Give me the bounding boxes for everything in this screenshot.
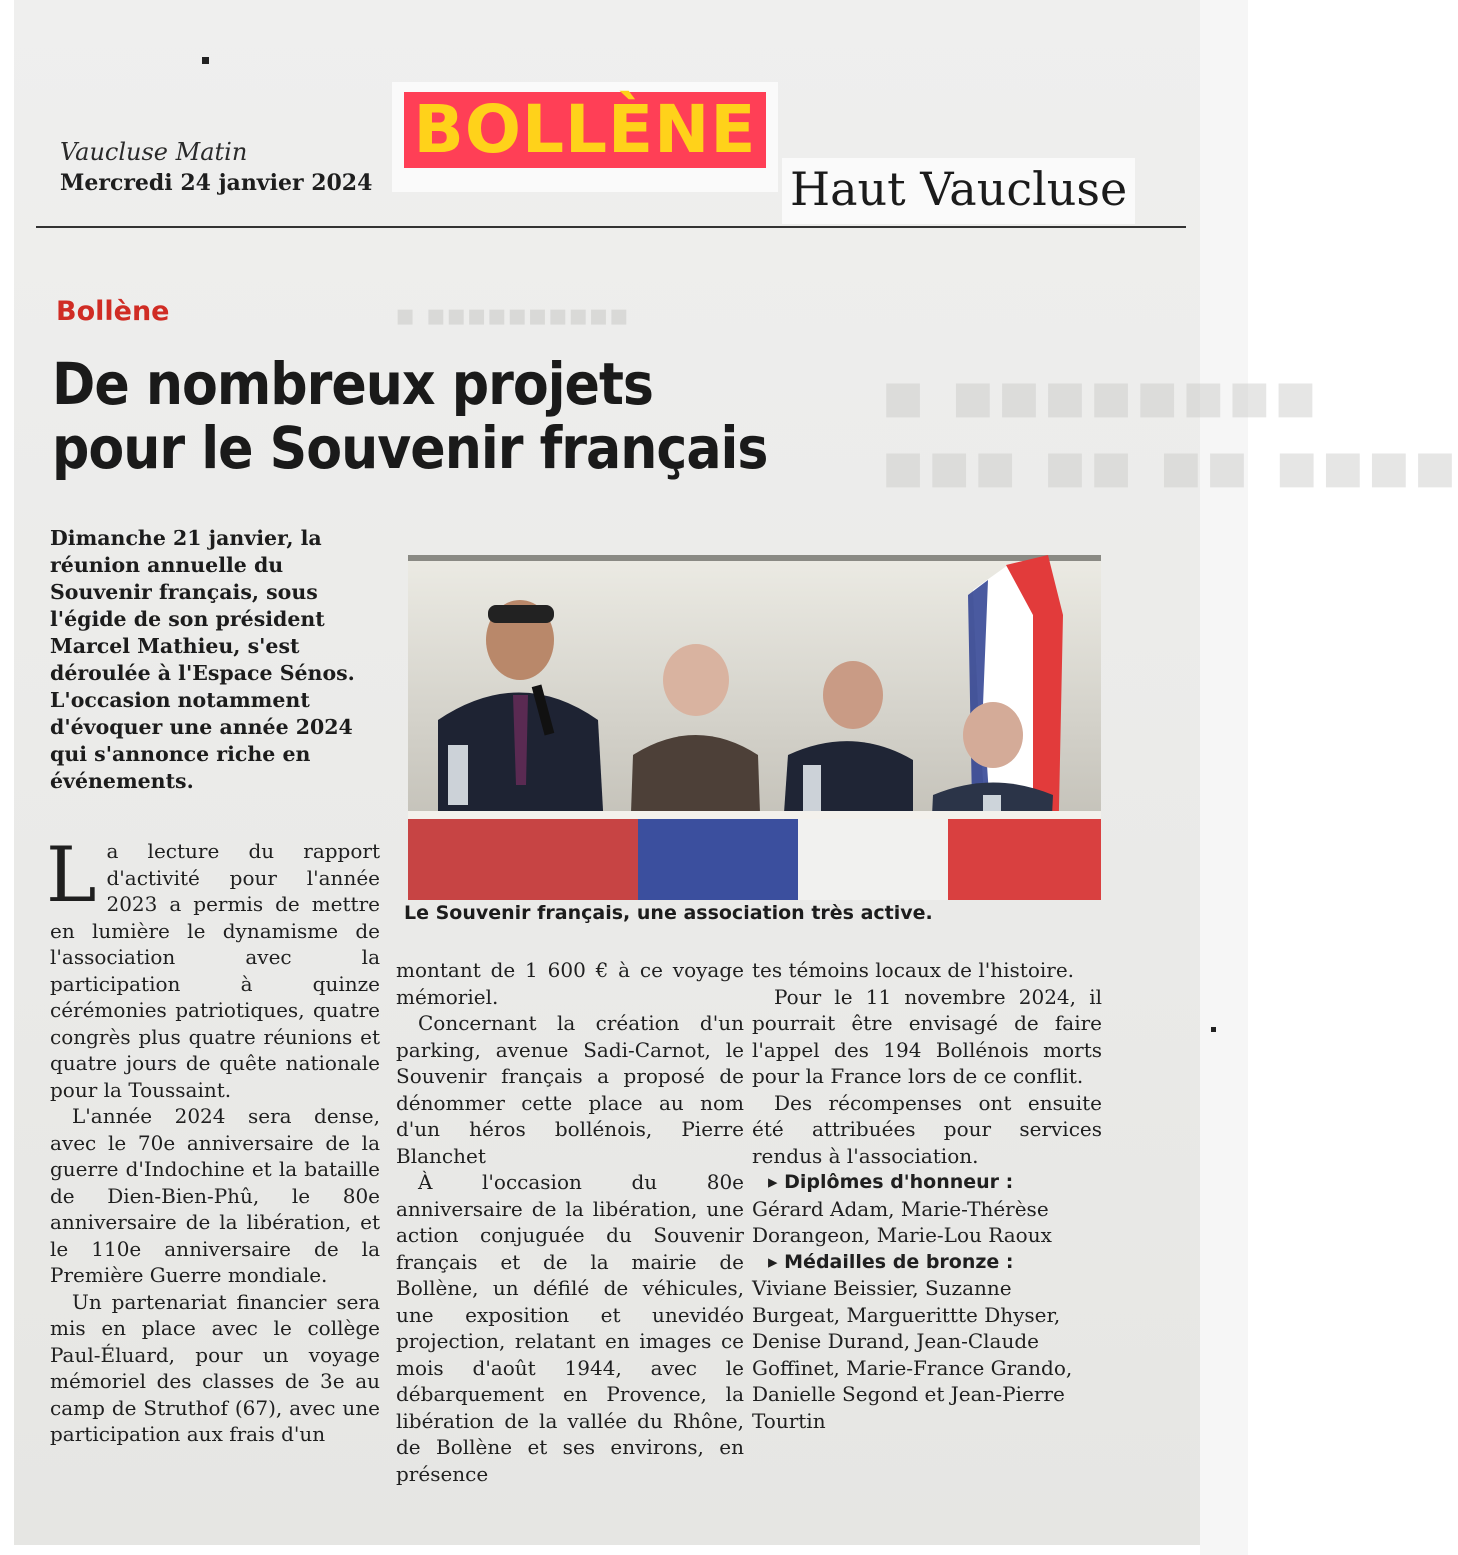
header-rule [36, 226, 1186, 228]
publication-name: Vaucluse Matin [60, 138, 248, 166]
scan-speck [202, 57, 209, 64]
publication-info [60, 138, 372, 196]
paragraph-1: La lecture du rapport d'activité pour l'année 2023 a permis de mettre en lumière le dynamisme de l'association avec la participation à quinze cérémonies patriotiques, quatre congrès plus quatre réunions et quatre jours de quête nationale pour la Toussaint. [46, 830, 380, 1102]
publication-date: Mercredi 24 janvier 2024 [60, 170, 373, 196]
headline-line-1: De nombreux projets [52, 350, 653, 418]
award-title-medailles: ▸ Médailles de bronze : [768, 1250, 1014, 1273]
city-banner-box [392, 82, 778, 192]
scan-speck [1211, 1027, 1216, 1032]
award-names-diplomes: Gérard Adam, Marie-Thérèse Dorangeon, Marie-Lou Raoux [752, 1196, 1052, 1247]
paragraph-6: À l'occasion du 80e anniversaire de la libération, une action conjuguée du Souvenir français et de la mairie de Bollène, un défilé de véhicules, une exposition et unevidéo projection, relatant en images ce mois d'août 1944, avec le débarquement en Provence, la libération de la vallée du Rhône, de Bollène et ses environs, en présence [396, 1170, 744, 1486]
headline-line-2: pour le Souvenir français [52, 414, 768, 482]
article-kicker: Bollène [56, 296, 170, 327]
paragraph-5: Concernant la création d'un parking, avenue Sadi-Carnot, le Souvenir français a proposé de dénommer cette place au nom d'un héros bollénois, Pierre Blanchet [396, 1011, 744, 1168]
article-headline [52, 352, 852, 480]
photo-caption: Le Souvenir français, une association très active. [404, 902, 933, 924]
drop-cap: L [46, 830, 97, 919]
paragraph-4: montant de 1 600 € à ce voyage mémoriel. [396, 958, 744, 1009]
bleed-through: ▪ ▪▪▪▪▪▪▪▪▪▪ [395, 298, 630, 333]
article-column-3 [752, 957, 1102, 1434]
city-banner: BOLLÈNE [404, 92, 766, 168]
bleed-through: ▪ ▪▪▪▪▪▪▪▪ [880, 355, 1319, 435]
article-photo [408, 555, 1101, 900]
paragraph-2: L'année 2024 sera dense, avec le 70e anniversaire de la guerre d'Indochine et la bataille de Dien-Bien-Phû, le 80e anniversaire de la libération, et le 110e anniversaire de la Première Guerre mondiale. [50, 1104, 380, 1287]
paragraph-7: tes témoins locaux de l'histoire. [752, 958, 1075, 982]
paragraph-3: Un partenariat financier sera mis en place avec le collège Paul-Éluard, pour un voyage mémoriel des classes de 3e au camp de Struthof (67), avec une participation aux frais d'un [50, 1289, 380, 1446]
section-title: Haut Vaucluse [782, 158, 1135, 224]
article-column-1 [46, 830, 380, 1448]
meeting-photo-illustration [408, 555, 1101, 900]
award-title-diplomes: ▸ Diplômes d'honneur : [768, 1171, 1014, 1193]
article-lead: Dimanche 21 janvier, la réunion annuelle du Souvenir français, sous l'égide de son président Marcel Mathieu, s'est déroulée à l'Espace Sénos. L'occasion notamment d'évoquer une année 2024 qui s'annonce riche en événements. [50, 526, 355, 793]
paragraph-9: Des récompenses ont ensuite été attribuées pour services rendus à l'association. [752, 1090, 1102, 1168]
award-names-medailles: Viviane Beissier, Suzanne Burgeat, Marguerittte Dhyser, Denise Durand, Jean-Claude Goffinet, Marie-France Grando, Danielle Segond et Jean-Pierre Tourtin [752, 1276, 1073, 1433]
paragraph-8: Pour le 11 novembre 2024, il pourrait être envisagé de faire l'appel des 194 Bollénois morts pour la France lors de ce conflit. [752, 984, 1102, 1088]
bleed-through: ▪▪▪ ▪▪ ▪▪ ▪▪▪▪ [880, 425, 1458, 505]
scan-margin [1200, 0, 1248, 1555]
article-column-2 [396, 957, 744, 1487]
